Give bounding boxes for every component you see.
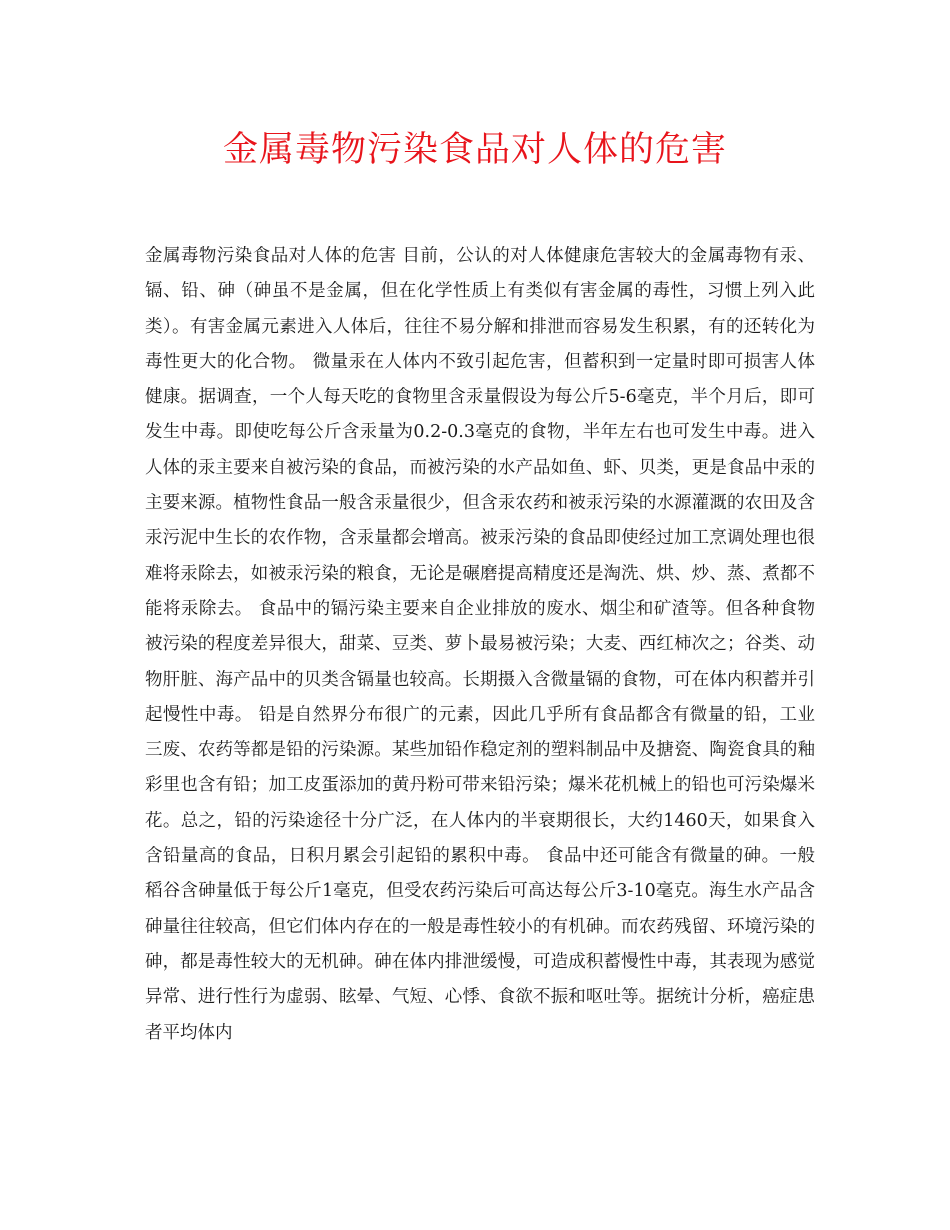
document-body-paragraph: 金属毒物污染食品对人体的危害 目前，公认的对人体健康危害较大的金属毒物有汞、镉、铅、砷（砷虽不是金属，但在化学性质上有类似有害金属的毒性，习惯上列入此类）。有害金属元素进入人体后，往往不易分解和排泄而容易发生积累，有的还转化为毒性更大的化合物。 微量汞在人体内不致引起危害，但蓄积到一定量时即可损害人体健康。据调查，一个人每天吃的食物里含汞量假设为每公斤5-6毫克，半个月后，即可发生中毒。即使吃每公斤含汞量为0.2-0.3毫克的食物，半年左右也可发生中毒。进入人体的汞主要来自被污染的食品，而被污染的水产品如鱼、虾、贝类，更是食品中汞的主要来源。植物性食品一般含汞量很少，但含汞农药和被汞污染的水源灌溉的农田及含汞污泥中生长的农作物，含汞量都会增高。被汞污染的食品即使经过加工烹调处理也很难将汞除去，如被汞污染的粮食，无论是碾磨提高精度还是淘洗、烘、炒、蒸、煮都不能将汞除去。 食品中的镉污染主要来自企业排放的废水、烟尘和矿渣等。但各种食物被污染的程度差异很大，甜菜、豆类、萝卜最易被污染；大麦、西红柿次之；谷类、动物肝脏、海产品中的贝类含镉量也较高。长期摄入含微量镉的食物，可在体内积蓄并引起慢性中毒。 铅是自然界分布很广的元素，因此几乎所有食品都含有微量的铅，工业三废、农药等都是铅的污染源。某些加铅作稳定剂的塑料制品中及搪瓷、陶瓷食具的釉彩里也含有铅；加工皮蛋添加的黄丹粉可带来铅污染；爆米花机械上的铅也可污染爆米花。总之，铅的污染途径十分广泛，在人体内的半衰期很长，大约1460天，如果食入含铅量高的食品，日积月累会引起铅的累积中毒。 食品中还可能含有微量的砷。一般稻谷含砷量低于每公斤1毫克，但受农药污染后可高达每公斤3-10毫克。海生水产品含砷量往往较高，但它们体内存在的一般是毒性较小的有机砷。而农药残留、环境污染的砷，都是毒性较大的无机砷。砷在体内排泄缓慢，可造成积蓄慢性中毒，其表现为感觉异常、进行性行为虚弱、眩晕、气短、心悸、食欲不振和呕吐等。据统计分析，癌症患者平均体内 (145, 246, 815, 1043)
document-title: 金属毒物污染食品对人体的危害 (222, 130, 727, 170)
